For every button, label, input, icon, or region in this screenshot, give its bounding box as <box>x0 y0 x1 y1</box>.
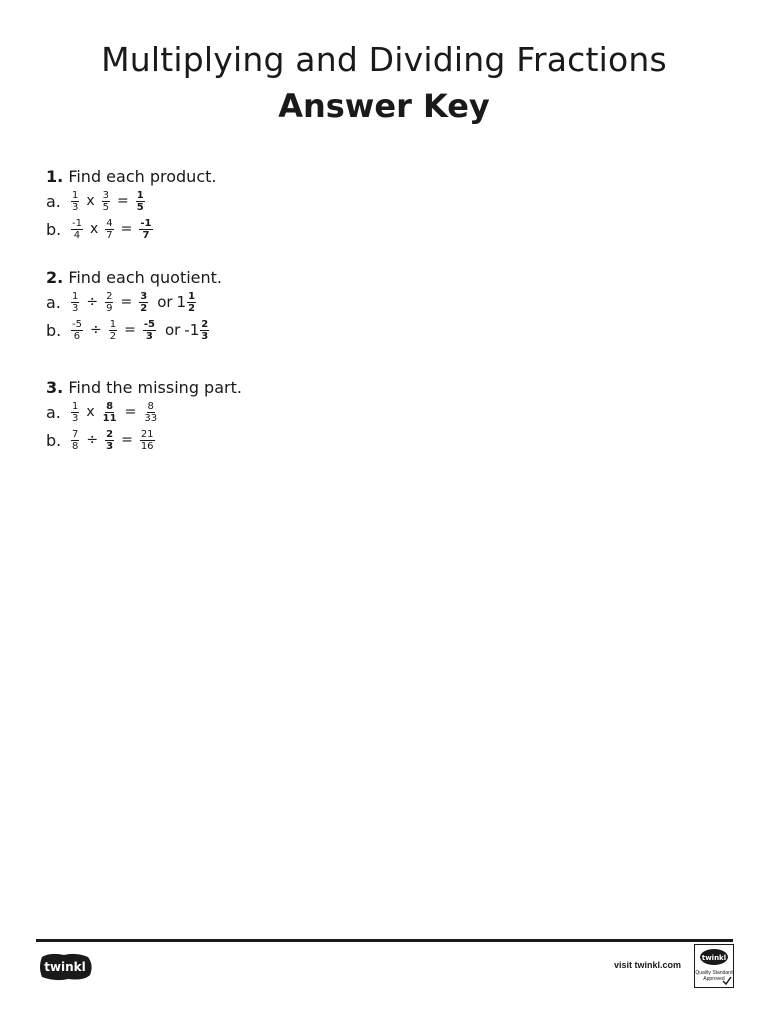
answer-line-b <box>46 316 222 344</box>
question-text: Find each product. <box>68 167 217 186</box>
answer-line-a <box>46 398 242 426</box>
answer-label: a. <box>46 402 61 422</box>
operator: ÷ <box>86 294 99 310</box>
answer-fraction: $\frac{-5}{3}$ <box>143 318 155 342</box>
logo-text: twinkl <box>44 960 86 974</box>
operator: x <box>89 221 99 237</box>
or-text: or <box>164 321 181 339</box>
answer-label: b. <box>46 219 62 239</box>
equals-sign: = <box>120 294 133 310</box>
quality-badge <box>694 944 734 988</box>
result-fraction: $\frac{8}{33}$ <box>144 400 158 424</box>
question-2-heading <box>46 268 222 288</box>
question-3 <box>46 378 242 454</box>
badge-logo-text: twinkl <box>701 954 727 962</box>
visit-link[interactable]: visit twinkl.com <box>614 960 682 970</box>
equals-sign: = <box>117 193 129 209</box>
mixed-number-fraction: $\frac{1}{2}$ <box>188 290 196 314</box>
twinkl-logo <box>36 951 94 983</box>
fraction: $\frac{4}{7}$ <box>106 217 113 241</box>
mixed-number-fraction: $\frac{2}{3}$ <box>201 318 209 342</box>
operator: ÷ <box>86 432 99 448</box>
page-title: Multiplying and Dividing Fractions <box>101 40 667 79</box>
result-fraction: $\frac{21}{16}$ <box>140 428 154 452</box>
fraction: $\frac{3}{5}$ <box>102 189 110 213</box>
answer-label: a. <box>46 292 61 312</box>
mixed-number-whole: 1 <box>176 293 187 311</box>
question-2 <box>46 268 222 344</box>
equals-sign: = <box>124 322 136 338</box>
operator: x <box>86 404 95 420</box>
answer-line-b <box>46 215 216 243</box>
operator: x <box>86 193 95 209</box>
question-number: 3. <box>46 378 64 397</box>
question-1 <box>46 167 216 243</box>
operator: ÷ <box>89 322 102 338</box>
answer-fraction: $\frac{-1}{7}$ <box>140 217 152 241</box>
question-1-heading <box>46 167 216 187</box>
question-text: Find each quotient. <box>68 268 222 287</box>
fraction: $\frac{-1}{4}$ <box>72 217 82 241</box>
equals-sign: = <box>120 221 133 237</box>
fraction: $\frac{1}{2}$ <box>109 318 117 342</box>
answer-label: b. <box>46 320 62 340</box>
answer-line-b <box>46 426 242 454</box>
footer-divider <box>36 939 733 942</box>
answer-fraction: $\frac{3}{2}$ <box>140 290 148 314</box>
badge-logo <box>695 947 733 967</box>
or-text: or <box>157 293 173 311</box>
fraction: $\frac{1}{3}$ <box>72 189 79 213</box>
answer-fraction: $\frac{1}{5}$ <box>136 189 144 213</box>
missing-part-fraction: $\frac{8}{11}$ <box>102 400 117 424</box>
answer-label: a. <box>46 191 61 211</box>
answer-line-a <box>46 288 222 316</box>
question-number: 1. <box>46 167 64 186</box>
fraction: $\frac{2}{9}$ <box>106 290 113 314</box>
equals-sign: = <box>124 404 137 420</box>
equals-sign: = <box>121 432 133 448</box>
missing-part-fraction: $\frac{2}{3}$ <box>106 428 114 452</box>
answer-line-a <box>46 187 216 215</box>
question-3-heading <box>46 378 242 398</box>
fraction: $\frac{1}{3}$ <box>72 400 79 424</box>
page-subtitle: Answer Key <box>278 87 490 125</box>
question-text: Find the missing part. <box>68 378 242 397</box>
fraction: $\frac{7}{8}$ <box>72 428 79 452</box>
fraction: $\frac{1}{3}$ <box>72 290 79 314</box>
answer-label: b. <box>46 430 62 450</box>
badge-line-1: Quality Standard <box>695 970 733 976</box>
badge-line-2: Approved <box>703 976 725 982</box>
question-number: 2. <box>46 268 64 287</box>
checkmark-icon <box>722 976 732 986</box>
fraction: $\frac{-5}{6}$ <box>72 318 82 342</box>
mixed-number-whole: -1 <box>184 321 200 339</box>
